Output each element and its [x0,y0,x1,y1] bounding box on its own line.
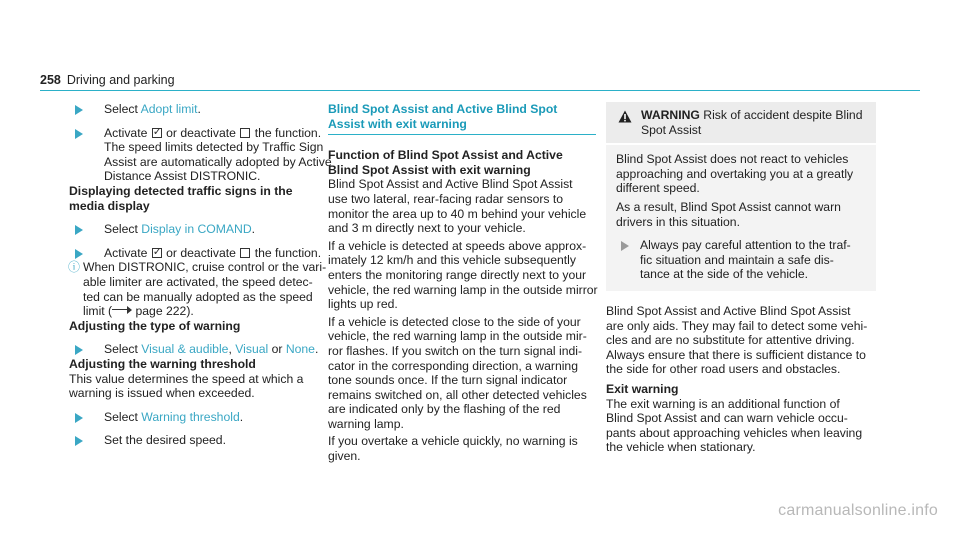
paragraph-aids: Blind Spot Assist and Active Blind Spot Assist are only aids. They may fail to detect some vehi- cles and are no substitute for attentive driving. Always ensure that there is sufficient distance to the side for other road users and obstacles. [606,303,868,377]
menu-link-visual-audible[interactable]: Visual & audible [141,342,229,357]
warning-label: WARNING [641,108,700,122]
step-select-warning-type: Select Visual & audible, Visual or None. [69,342,309,357]
menu-link-display-comand[interactable]: Display in COMAND [141,222,252,237]
section-heading: Blind Spot Assist and Active Blind Spot [328,102,558,116]
arrow-bullet-icon [75,249,83,259]
arrow-bullet-icon [75,105,83,115]
arrow-bullet-icon [75,129,83,139]
step-activate-function: Activate ✓ or deactivate the function. The speed limits detected by Traffic Sign Assist are automatically adopted by Active Distance Assist DISTRONIC. [69,126,309,184]
arrow-bullet-icon [75,436,83,446]
page-number: 258 [40,73,61,87]
heading-display-traffic-signs: Displaying detected traffic signs in the [69,183,293,198]
paragraph-overtake: If you overtake a vehicle quickly, no warning is given. [328,434,578,464]
checkbox-empty-icon [240,128,250,138]
warning-body: Blind Spot Assist does not react to vehicles approaching and overtaking you at a greatly different speed. As a result, Blind Spot Assist cannot warn drivers in this situation. Always pay careful attention to the traf- fic situation and maintain a safe dis- tance at the side of the vehicle. [606,143,876,291]
step-select-adopt-limit: Select Adopt limit. [69,102,309,117]
arrow-bullet-icon [75,413,83,423]
menu-link-visual[interactable]: Visual [235,342,269,357]
subheading-function: Function of Blind Spot Assist and Active [328,148,563,163]
info-icon: ⓘ [68,260,81,275]
menu-link-warning-threshold[interactable]: Warning threshold [141,409,240,424]
checkbox-checked-icon [152,128,162,138]
info-note: ⓘ When DISTRONIC, cruise control or the vari- able limiter are activated, the speed detec- ted can be manually adopted as the speed limit ( page 222). [68,260,327,319]
heading-warning-threshold: Adjusting the warning threshold [69,356,256,371]
step-select-warning-threshold: Select Warning threshold. [69,410,309,425]
paragraph-close-detection: If a vehicle is detected close to the side of your vehicle, the red warning lamp in the outside mir- ror flashes. If you switch on the turn signal indi- cator in the corresponding direction, a warning tone sounds once. If the turn signal indicator remains switched on, all other detected vehicles are indicated only by the flashing of the red warning lamp. [328,314,587,431]
page-header [40,73,175,88]
step-select-display-comand: Select Display in COMAND. [69,222,309,237]
warning-instruction: Always pay careful attention to the traf- fic situation and maintain a safe dis- tance at the side of the vehicle. [616,238,866,282]
watermark: carmanualsonline.info [778,502,938,520]
arrow-bullet-icon [75,345,83,355]
step-activate-display: Activate ✓ or deactivate the function. [69,246,309,261]
menu-link-none[interactable]: None [285,342,315,357]
header-divider [40,90,920,91]
page-reference-arrow-icon [112,306,132,314]
column-right [606,102,876,455]
arrow-bullet-icon [75,225,83,235]
checkbox-empty-icon [240,248,250,258]
arrow-bullet-icon [621,241,629,251]
subheading-exit-warning: Exit warning [606,381,679,396]
checkbox-checked-icon [152,248,162,258]
paragraph-speed-detection: If a vehicle is detected at speeds above approx- imately 12 km/h and this vehicle subsequently enters the monitoring range directly next to your vehicle, the red warning lamp in the outside mirror lights up red. [328,238,598,312]
column-middle: Blind Spot Assist and Active Blind Spot Assist with exit warning Function of Blind Spot Assist and Active Blind Spot Assist with exit warning Blind Spot Assist and Active Blind Spot Assist use two lateral, rear-facing radar sensors to monitor the area up to 40 m behind your vehicle and 3 m directly next to your vehicle. If a vehicle is detected at speeds above approx- imately 12 km/h and this vehicle subsequently enters the monitoring range directly next to your vehicle, the red warning lamp in the outside mirror lights up red. If a vehicle is detected close to the side of your vehicle, the red warning lamp in the outside mir- ror flashes. If you switch on the turn signal indi- cator in the corresponding direction, a warning tone sounds once. If the turn signal indicator remains switched on, all other detected vehicles are indicated only by the flashing of the red warning lamp. If you overtake a vehicle quickly, no warning is given. [328,102,598,464]
menu-link-adopt-limit[interactable]: Adopt limit [140,102,198,116]
heading-warning-type: Adjusting the type of warning [69,318,241,333]
paragraph-exit-warning: The exit warning is an additional function of Blind Spot Assist and can warn vehicle occu- pants about approaching vehicles when leaving the vehicle when stationary. [606,396,863,455]
section-title: Driving and parking [66,73,175,87]
paragraph-sensors: Blind Spot Assist and Active Blind Spot Assist use two lateral, rear-facing radar sensors to monitor the area up to 40 m behind your vehicle and 3 m directly next to your vehicle. [328,177,587,236]
column-left: Select Adopt limit. Activate ✓ or deactivate the function. The speed limits detected by Traffic Sign Assist are automatically adopted by Active Distance Assist DISTRONIC. Displaying detected traffic signs in the media display Select Display in COMAND. Activate ✓ or deactivate the function. ⓘ When DISTRONIC, cruise control or the vari- able limiter are activated, the speed detec- ted can be manually adopted as the speed limit ( page 222). Adjusting the type of warning Select Visual & audible, Visual or None. Adjusting the warning threshold This value determines the speed at which a warning is issued when exceeded. Select Warning threshold. Set the desired speed. [69,102,309,448]
warning-box: WARNING Risk of accident despite Blind Spot Assist Blind Spot Assist does not react to vehicles approaching and overtaking you at a greatly different speed. As a result, Blind Spot Assist cannot warn drivers in this situation. Always pay careful attention to the traf- fic situation and maintain a safe dis- tance at the side of the vehicle. [606,102,876,291]
page-reference-link[interactable]: page 222). [132,304,194,319]
warning-triangle-icon [618,110,632,123]
step-set-speed: Set the desired speed. [69,433,309,448]
